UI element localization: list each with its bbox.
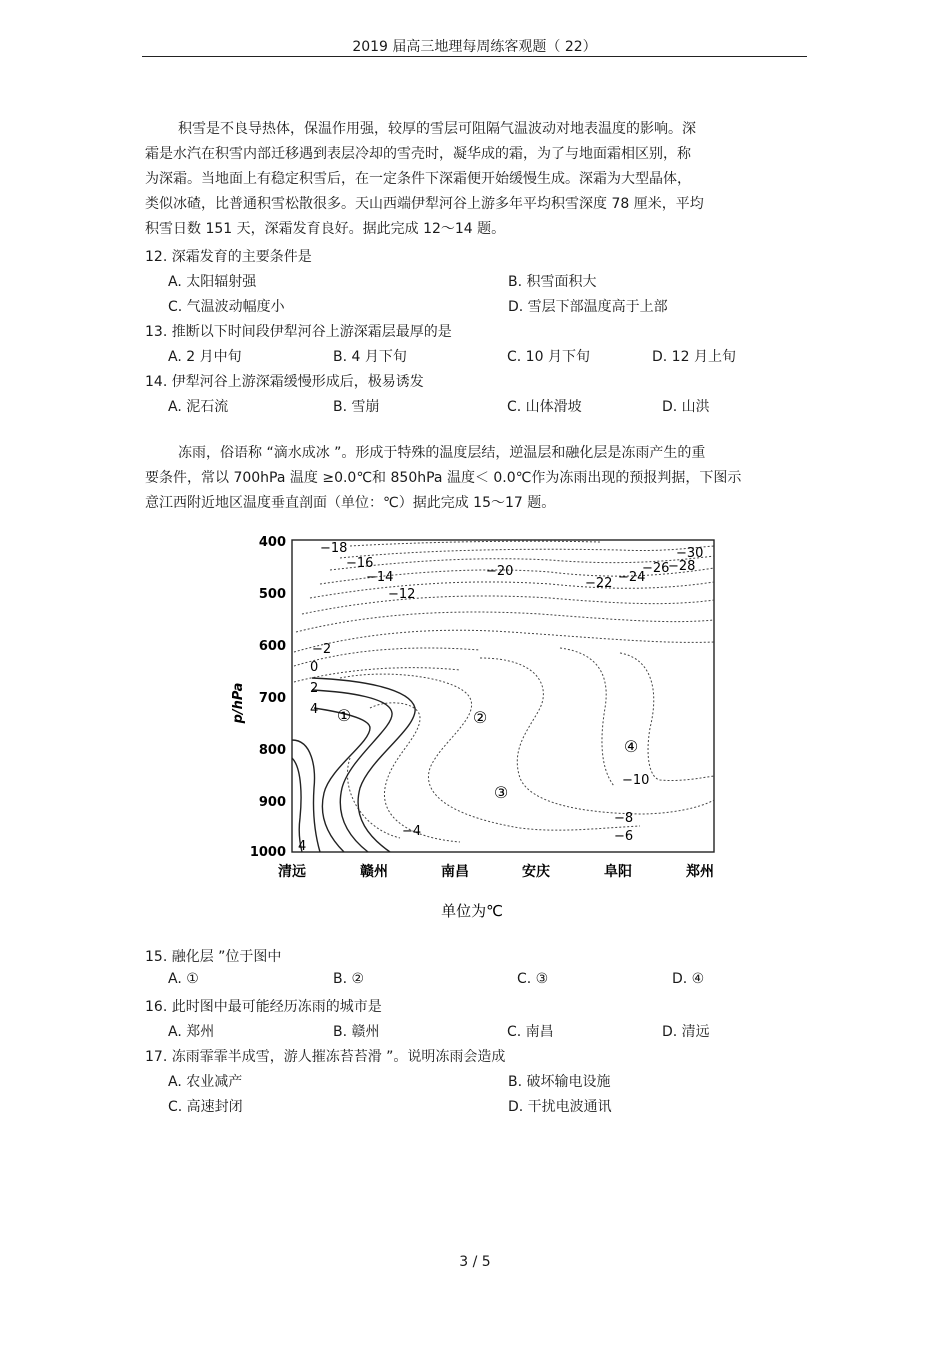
header-title: 2019 届高三地理每周练客观题（ 22） <box>352 39 597 55</box>
q14-option-d[interactable]: D. 山洪 <box>662 399 710 415</box>
passage2-line: 意江西附近地区温度垂直剖面（单位：℃）据此完成 15～17 题。 <box>145 495 556 511</box>
contour-label: −14 <box>366 570 394 585</box>
y-tick: 500 <box>258 587 286 602</box>
marker-group <box>337 706 638 802</box>
q13-option-b[interactable]: B. 4 月下旬 <box>333 349 407 365</box>
contour-label: −12 <box>388 587 416 602</box>
contour-label: 0 <box>310 660 319 675</box>
y-tick: 900 <box>258 795 286 810</box>
marker-3: ③ <box>493 783 509 802</box>
question-14: 14. 伊犁河谷上游深霜缓慢形成后，极易诱发 <box>145 374 424 390</box>
contour-label: −6 <box>614 829 634 844</box>
y-tick: 700 <box>258 691 286 706</box>
marker-2: ② <box>472 708 488 727</box>
x-tick: 安庆 <box>522 864 550 880</box>
x-tick: 阜阳 <box>604 864 632 880</box>
contour-label: −24 <box>618 570 646 585</box>
passage1-line: 霜是水汽在积雪内部迁移遇到表层冷却的雪壳时，凝华成的霜，为了与地面霜相区别，称 <box>145 146 691 162</box>
passage-snow-frost <box>145 117 810 242</box>
q14-option-c[interactable]: C. 山体滑坡 <box>507 399 582 415</box>
q14-option-b[interactable]: B. 雪崩 <box>333 399 380 415</box>
x-tick: 清远 <box>278 864 306 880</box>
figure-caption: 单位为℃ <box>441 902 503 920</box>
contour-lines-middle <box>340 648 714 842</box>
q15-option-a[interactable]: A. ① <box>168 971 199 987</box>
temperature-profile-figure <box>220 528 740 928</box>
q17-option-a[interactable]: A. 农业减产 <box>168 1074 243 1090</box>
temperature-contour-chart <box>220 528 740 928</box>
q16-option-c[interactable]: C. 南昌 <box>507 1024 554 1040</box>
q13-option-d[interactable]: D. 12 月上旬 <box>652 349 736 365</box>
q13-option-c[interactable]: C. 10 月下旬 <box>507 349 590 365</box>
contour-label: −10 <box>622 773 650 788</box>
x-tick: 南昌 <box>441 864 469 880</box>
q16-option-d[interactable]: D. 清远 <box>662 1024 710 1040</box>
y-tick: 600 <box>258 639 286 654</box>
q15-option-c[interactable]: C. ③ <box>517 971 549 987</box>
passage1-line: 为深霜。当地面上有稳定积雪后，在一定条件下深霜便开始缓慢生成。深霜为大型晶体， <box>145 171 691 187</box>
q14-option-a[interactable]: A. 泥石流 <box>168 399 229 415</box>
q12-option-c[interactable]: C. 气温波动幅度小 <box>168 299 285 315</box>
contour-label: −28 <box>668 559 696 574</box>
y-tick: 1000 <box>249 845 286 860</box>
q15-option-d[interactable]: D. ④ <box>672 971 705 987</box>
passage1-line: 积雪日数 151 天，深霜发育良好。据此完成 12～14 题。 <box>145 221 506 237</box>
question-16: 16. 此时图中最可能经历冻雨的城市是 <box>145 999 382 1015</box>
q15-option-b[interactable]: B. ② <box>333 971 365 987</box>
question-13: 13. 推断以下时间段伊犁河谷上游深霜层最厚的是 <box>145 324 452 340</box>
marker-4: ④ <box>623 737 639 756</box>
question-15: 15. 融化层 ”位于图中 <box>145 949 282 965</box>
q17-option-b[interactable]: B. 破坏输电设施 <box>508 1074 611 1090</box>
x-tick: 赣州 <box>360 864 388 880</box>
question-12: 12. 深霜发育的主要条件是 <box>145 249 312 265</box>
contour-label: −20 <box>486 564 514 579</box>
passage2-line: 冻雨，俗语称 “滴水成冰 ”。形成于特殊的温度层结，逆温层和融化层是冻雨产生的重 <box>178 445 706 461</box>
contour-label: −22 <box>585 576 613 591</box>
page-header <box>142 34 807 57</box>
contour-label: −30 <box>676 546 704 561</box>
passage1-line: 积雪是不良导热体，保温作用强，较厚的雪层可阻隔气温波动对地表温度的影响。深 <box>178 121 696 137</box>
contour-label: −8 <box>614 811 634 826</box>
question-17: 17. 冻雨霏霏半成雪，游人摧冻苔苔滑 ”。说明冻雨会造成 <box>145 1049 506 1065</box>
passage2-line: 要条件，常以 700hPa 温度 ≥0.0℃和 850hPa 温度＜ 0.0℃作为冻雨出现的预报判据，下图示 <box>145 470 742 486</box>
q12-option-b[interactable]: B. 积雪面积大 <box>508 274 597 290</box>
page-number: 3 / 5 <box>459 1254 491 1270</box>
y-tick: 800 <box>258 743 286 758</box>
contour-label: −18 <box>320 541 348 556</box>
contour-label: 4 <box>310 702 319 717</box>
contour-label: −4 <box>402 824 422 839</box>
contour-label: 4 <box>298 839 307 854</box>
q17-option-d[interactable]: D. 干扰电波通讯 <box>508 1099 612 1115</box>
q16-option-b[interactable]: B. 赣州 <box>333 1024 380 1040</box>
q17-option-c[interactable]: C. 高速封闭 <box>168 1099 243 1115</box>
marker-1: ① <box>336 706 352 725</box>
y-tick: 400 <box>258 535 286 550</box>
passage-freezing-rain <box>145 441 810 516</box>
q12-option-a[interactable]: A. 太阳辐射强 <box>168 274 257 290</box>
q13-option-a[interactable]: A. 2 月中旬 <box>168 349 242 365</box>
passage1-line: 类似冰碴，比普通积雪松散很多。天山西端伊犁河谷上游多年平均积雪深度 78 厘米，平均 <box>145 196 704 212</box>
plot-frame <box>292 540 714 852</box>
contour-label: −2 <box>312 642 332 657</box>
x-tick: 郑州 <box>686 864 714 880</box>
contour-label: −26 <box>642 561 670 576</box>
q16-option-a[interactable]: A. 郑州 <box>168 1024 215 1040</box>
q12-option-d[interactable]: D. 雪层下部温度高于上部 <box>508 299 668 315</box>
y-axis-label: p/hPa <box>231 682 246 724</box>
contour-label: 2 <box>310 681 319 696</box>
contour-label: −16 <box>346 556 374 571</box>
